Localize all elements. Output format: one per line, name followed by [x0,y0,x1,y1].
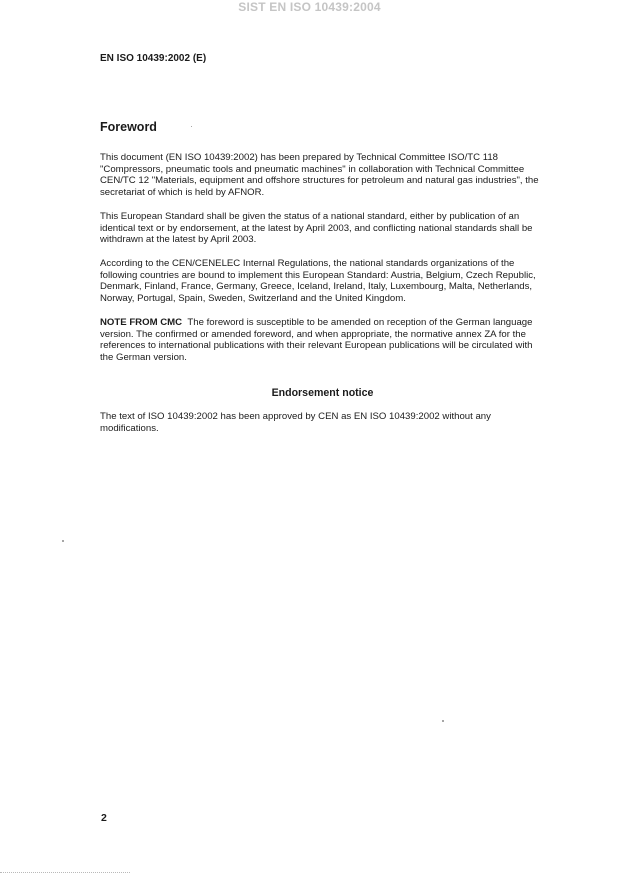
foreword-paragraph-1: This document (EN ISO 10439:2002) has been prepared by Technical Committee ISO/TC 118 "Compressors, pneumatic tools and pneumatic machines" in collaboration with Technical Committee CEN/TC 12 "Materials, equipment and offshore structures for petroleum and natural gas industries", the secretariat of which is held by AFNOR. [100,152,539,198]
cmc-note-text: The foreword is susceptible to be amended on reception of the German language version. The confirmed or amended foreword, and when appropriate, the normative annex ZA for the references to international publications with their relevant European publications will be circulated with the German version. [100,317,533,363]
scan-edge-line [0,872,130,873]
cmc-note [100,317,545,363]
document-header: EN ISO 10439:2002 (E) [100,53,207,64]
foreword-title: Foreword [100,120,157,134]
cmc-note-label: NOTE FROM CMC [100,317,183,328]
foreword-paragraph-2: This European Standard shall be given the status of a national standard, either by publication of an identical text or by endorsement, at the latest by April 2003, and conflicting national standards shall be withdrawn at the latest by April 2003. [100,211,533,246]
foreword-paragraph-3: According to the CEN/CENELEC Internal Regulations, the national standards organizations of the following countries are bound to implement this European Standard: Austria, Belgium, Czech Republic, Denmark, Finland, France, Germany, Greece, Iceland, Ireland, Italy, Luxembourg, Malta, Netherlands, Norway, Portugal, Spain, Sweden, Switzerland and the United Kingdom. [100,258,536,304]
page-number: 2 [101,812,107,824]
endorsement-text: The text of ISO 10439:2002 has been approved by CEN as EN ISO 10439:2002 without any modifications. [100,411,491,434]
watermark: SIST EN ISO 10439:2004 [238,0,381,14]
endorsement-title: Endorsement notice [271,387,374,399]
scan-speck [191,126,192,127]
scan-speck [62,540,64,542]
scan-speck [442,720,444,722]
